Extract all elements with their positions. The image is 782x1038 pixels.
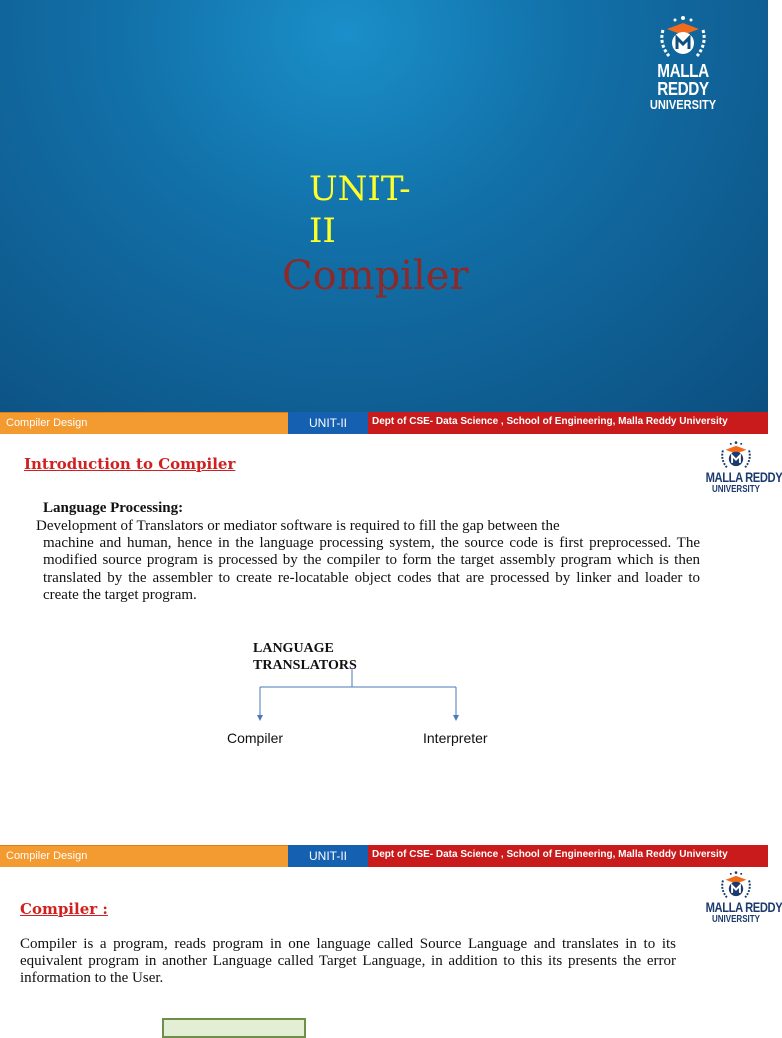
slide-heading: Introduction to Compiler xyxy=(24,455,236,473)
unit-title: UNIT-II xyxy=(309,169,411,251)
slide-footer xyxy=(0,845,768,867)
logo-line-1: MALLA REDDY xyxy=(705,469,782,485)
arrow-down-icon xyxy=(453,715,459,721)
subject-title: Compiler xyxy=(282,253,469,299)
logo-line-2: UNIVERSITY xyxy=(711,484,760,495)
footer-unit: UNIT-II xyxy=(288,845,368,867)
paragraph-first-line: Development of Translators or mediator software is required to fill the gap between the xyxy=(36,518,560,534)
arrow-down-icon xyxy=(257,715,263,721)
logo-line-1: MALLA REDDY xyxy=(657,61,709,99)
footer-dept: Dept of CSE- Data Science , School of Engineering, Malla Reddy University xyxy=(368,845,768,867)
university-logo xyxy=(698,870,782,925)
sub-heading: Language Processing: xyxy=(43,500,184,516)
diagram-root-label: LANGUAGE TRANSLATORS xyxy=(253,641,357,673)
footer-dept: Dept of CSE- Data Science , School of Engineering, Malla Reddy University xyxy=(368,412,768,434)
logo-line-1: MALLA REDDY xyxy=(705,899,782,915)
diagram-box xyxy=(162,1018,306,1038)
footer-course: Compiler Design xyxy=(0,412,288,434)
diagram-node-interpreter: Interpreter xyxy=(423,730,488,746)
footer-unit: UNIT-II xyxy=(288,412,368,434)
logo-line-2: UNIVERSITY xyxy=(711,914,760,925)
diagram-node-compiler: Compiler xyxy=(227,730,284,746)
university-emblem-icon xyxy=(716,870,756,900)
logo-line-2: UNIVERSITY xyxy=(649,97,717,112)
paragraph: Compiler is a program, reads program in one language called Source Language and translates in to its equivalent program in another Language called Target Language, in addition to this its presents the error information to the User. xyxy=(20,936,676,987)
paragraph-body: machine and human, hence in the language processing system, the source code is first preprocessed. The modified source program is processed by the compiler to form the target assembly program which is then translated by the assembler to create re-locatable object codes that are processed by linker and loader to create the target program. xyxy=(43,535,700,603)
footer-course: Compiler Design xyxy=(0,845,288,867)
slide-heading: Compiler : xyxy=(20,900,108,918)
